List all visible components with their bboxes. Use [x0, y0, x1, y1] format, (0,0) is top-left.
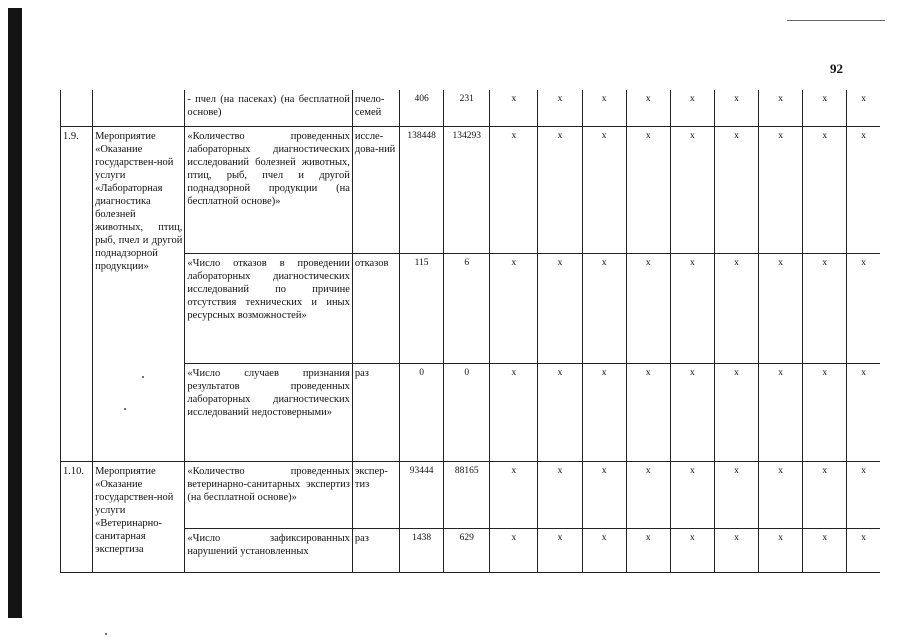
value-cell: 629	[444, 528, 490, 572]
mark-cell: x	[847, 363, 880, 461]
value-cell: 93444	[400, 461, 444, 528]
mark-cell: x	[670, 528, 714, 572]
binding-edge	[8, 8, 22, 618]
mark-cell: x	[670, 461, 714, 528]
mark-cell: x	[538, 253, 582, 363]
mark-cell: x	[759, 126, 803, 253]
mark-cell: x	[714, 461, 758, 528]
mark-cell: x	[714, 253, 758, 363]
table-row	[61, 461, 881, 528]
row-number	[61, 90, 93, 126]
value-cell: 231	[444, 90, 490, 126]
mark-cell: x	[714, 90, 758, 126]
mark-cell: x	[626, 253, 670, 363]
mark-cell: x	[759, 528, 803, 572]
measure-name: Мероприятие «Оказание государствен-ной услуги «Лабораторная диагностика болезней животных, птиц, рыб, пчел и другой поднадзорной продукции»	[93, 126, 185, 461]
mark-cell: x	[582, 253, 626, 363]
mark-cell: x	[803, 461, 847, 528]
indicator-text: «Количество проведенных ветеринарно-санитарных экспертиз (на бесплатной основе)»	[185, 461, 353, 528]
mark-cell: x	[582, 528, 626, 572]
indicator-text: - пчел (на пасеках) (на бесплатной основе)	[185, 90, 353, 126]
mark-cell: x	[538, 528, 582, 572]
mark-cell: x	[759, 253, 803, 363]
mark-cell: x	[538, 461, 582, 528]
measure-name	[93, 90, 185, 126]
mark-cell: x	[582, 90, 626, 126]
mark-cell: x	[490, 461, 538, 528]
mark-cell: x	[626, 90, 670, 126]
unit-cell: пчело-семей	[352, 90, 399, 126]
mark-cell: x	[847, 90, 880, 126]
mark-cell: x	[626, 126, 670, 253]
unit-cell: экспер-тиз	[352, 461, 399, 528]
value-cell: 0	[400, 363, 444, 461]
mark-cell: x	[803, 126, 847, 253]
value-cell: 88165	[444, 461, 490, 528]
mark-cell: x	[803, 363, 847, 461]
scan-speck	[124, 408, 126, 410]
mark-cell: x	[714, 126, 758, 253]
mark-cell: x	[490, 363, 538, 461]
mark-cell: x	[582, 461, 626, 528]
mark-cell: x	[490, 126, 538, 253]
value-cell: 115	[400, 253, 444, 363]
measure-name: Мероприятие «Оказание государствен-ной услуги «Ветеринарно-санитарная экспертиза	[93, 461, 185, 572]
scan-speck	[105, 633, 107, 635]
unit-cell: отказов	[352, 253, 399, 363]
program-table	[60, 90, 880, 573]
mark-cell: x	[582, 126, 626, 253]
mark-cell: x	[714, 528, 758, 572]
mark-cell: x	[670, 363, 714, 461]
mark-cell: x	[538, 90, 582, 126]
mark-cell: x	[759, 363, 803, 461]
mark-cell: x	[847, 528, 880, 572]
mark-cell: x	[538, 363, 582, 461]
indicator-text: «Число зафиксированных нарушений установленных	[185, 528, 353, 572]
mark-cell: x	[847, 461, 880, 528]
value-cell: 406	[400, 90, 444, 126]
mark-cell: x	[490, 253, 538, 363]
value-cell: 6	[444, 253, 490, 363]
value-cell: 134293	[444, 126, 490, 253]
mark-cell: x	[582, 363, 626, 461]
unit-cell: раз	[352, 528, 399, 572]
mark-cell: x	[670, 253, 714, 363]
value-cell: 1438	[400, 528, 444, 572]
unit-cell: раз	[352, 363, 399, 461]
mark-cell: x	[714, 363, 758, 461]
value-cell: 138448	[400, 126, 444, 253]
mark-cell: x	[670, 126, 714, 253]
value-cell: 0	[444, 363, 490, 461]
mark-cell: x	[847, 126, 880, 253]
mark-cell: x	[490, 90, 538, 126]
mark-cell: x	[626, 528, 670, 572]
indicator-text: «Число случаев признания результатов проведенных лабораторных диагностических исследований недостоверными»	[185, 363, 353, 461]
mark-cell: x	[803, 253, 847, 363]
mark-cell: x	[759, 90, 803, 126]
page-number: 92	[830, 61, 843, 76]
mark-cell: x	[626, 461, 670, 528]
mark-cell: x	[803, 528, 847, 572]
row-number: 1.9.	[61, 126, 93, 461]
mark-cell: x	[490, 528, 538, 572]
mark-cell: x	[803, 90, 847, 126]
mark-cell: x	[759, 461, 803, 528]
scan-speck	[142, 376, 144, 378]
header-rule	[787, 20, 885, 21]
mark-cell: x	[670, 90, 714, 126]
row-number: 1.10.	[61, 461, 93, 572]
table-row	[61, 126, 881, 253]
mark-cell: x	[847, 253, 880, 363]
table-row	[61, 90, 881, 126]
unit-cell: иссле-дова-ний	[352, 126, 399, 253]
indicator-text: «Количество проведенных лабораторных диагностических исследований болезней животных, птиц, рыб, пчел и другой поднадзорной продукции (на бесплатной основе)»	[185, 126, 353, 253]
mark-cell: x	[626, 363, 670, 461]
indicator-text: «Число отказов в проведении лабораторных диагностических исследований по причине отсутствия технических и иных ресурсных возможностей»	[185, 253, 353, 363]
mark-cell: x	[538, 126, 582, 253]
